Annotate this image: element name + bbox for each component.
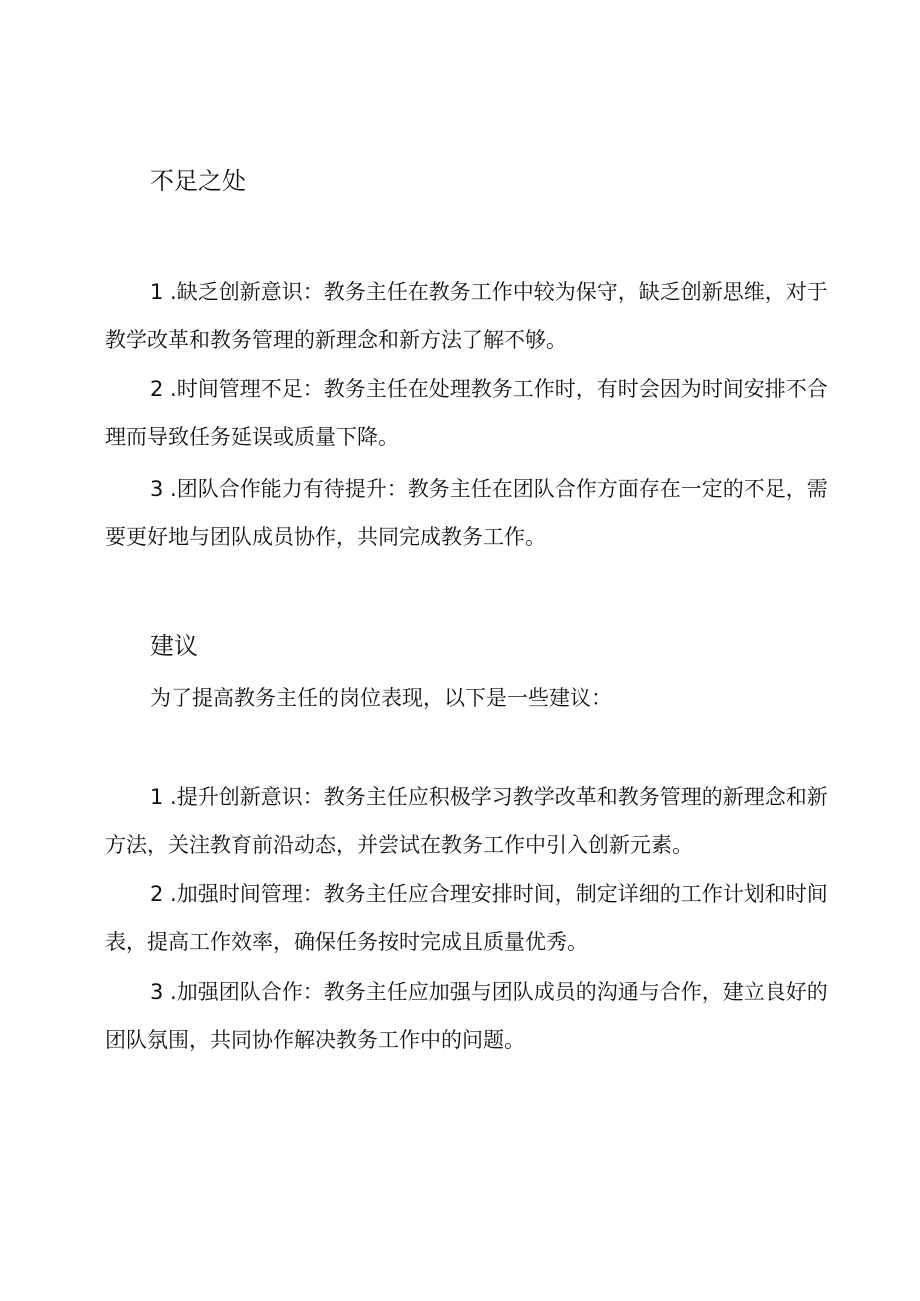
shortcomings-heading: 不足之处 bbox=[150, 167, 246, 195]
shortcoming-item-2: 2 .时间管理不足：教务主任在处理教务工作时，有时会因为时间安排不合理而导致任务延误或质量下降。 bbox=[105, 377, 828, 449]
suggestion-item-1: 1 .提升创新意识：教务主任应积极学习教学改革和教务管理的新理念和新方法，关注教育前沿动态，并尝试在教务工作中引入创新元素。 bbox=[105, 785, 828, 857]
suggestions-heading: 建议 bbox=[150, 632, 198, 660]
shortcoming-item-3: 3 .团队合作能力有待提升：教务主任在团队合作方面存在一定的不足，需要更好地与团队成员协作，共同完成教务工作。 bbox=[105, 477, 828, 549]
shortcoming-item-1: 1 .缺乏创新意识：教务主任在教务工作中较为保守，缺乏创新思维，对于教学改革和教务管理的新理念和新方法了解不够。 bbox=[105, 280, 828, 352]
suggestions-intro: 为了提高教务主任的岗位表现，以下是一些建议： bbox=[150, 686, 612, 710]
suggestion-item-2: 2 .加强时间管理：教务主任应合理安排时间，制定详细的工作计划和时间表，提高工作效率，确保任务按时完成且质量优秀。 bbox=[105, 882, 828, 954]
suggestion-item-3: 3 .加强团队合作：教务主任应加强与团队成员的沟通与合作，建立良好的团队氛围，共同协作解决教务工作中的问题。 bbox=[105, 980, 828, 1052]
